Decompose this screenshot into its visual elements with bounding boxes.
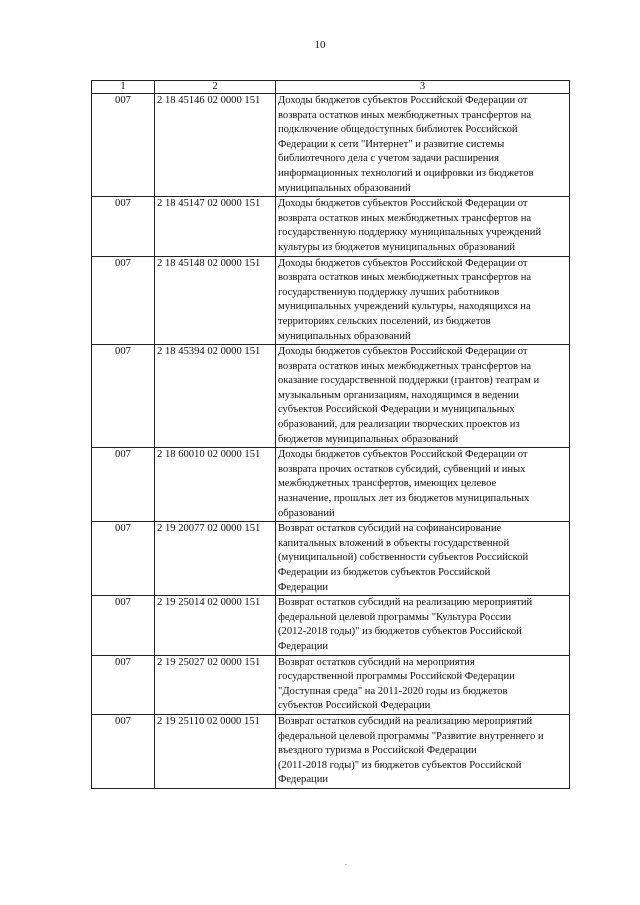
table-row <box>92 256 570 345</box>
description-line: Доходы бюджетов субъектов Российской Федерации от <box>278 257 528 269</box>
description-line: Возврат остатков субсидий на реализацию мероприятий <box>278 597 533 609</box>
admin-code-cell: 007 <box>92 256 155 345</box>
table-header-row <box>92 81 570 94</box>
description-line: культуры из бюджетов муниципальных образований <box>278 241 516 253</box>
admin-code-cell: 007 <box>92 345 155 448</box>
description-cell <box>276 596 570 655</box>
column-header-1: 1 <box>92 81 155 94</box>
description-line: возврата прочих остатков субсидий, субвенций и иных <box>278 463 526 475</box>
table-row <box>92 714 570 788</box>
description-line: Доходы бюджетов субъектов Российской Федерации от <box>278 346 528 358</box>
description-line: федеральной целевой программы "Развитие внутреннего и <box>278 730 544 742</box>
description-line: субъектов Российской Федерации и муниципальных <box>278 404 515 416</box>
description-line: возврата остатков иных межбюджетных трансфертов на <box>278 212 532 224</box>
classification-code-cell: 2 19 25110 02 0000 151 <box>155 714 276 788</box>
page-number: 10 <box>314 39 326 51</box>
classification-code-cell: 2 19 20077 02 0000 151 <box>155 522 276 596</box>
description-line: Возврат остатков субсидий на мероприятия <box>278 656 475 668</box>
description-line: государственную поддержку муниципальных учреждений <box>278 227 542 239</box>
description-line: муниципальных учреждений культуры, находящихся на <box>278 301 531 313</box>
table-row <box>92 655 570 714</box>
description-line: Доходы бюджетов субъектов Российской Федерации от <box>278 449 528 461</box>
description-line: (2011-2018 годы)" из бюджетов субъектов Российской <box>278 759 522 771</box>
description-cell <box>276 448 570 522</box>
description-line: музыкальным организациям, находящимся в ведении <box>278 389 519 401</box>
description-line: государственную поддержку лучших работников <box>278 286 500 298</box>
description-line: подключение общедоступных библиотек Российской <box>278 124 518 136</box>
admin-code-cell: 007 <box>92 448 155 522</box>
table-row <box>92 522 570 596</box>
description-cell <box>276 655 570 714</box>
description-line: образований <box>278 507 335 519</box>
description-line: возврата остатков иных межбюджетных трансфертов на <box>278 109 532 121</box>
classification-code-cell: 2 18 45394 02 0000 151 <box>155 345 276 448</box>
description-cell <box>276 197 570 256</box>
description-line: государственной программы Российской Федерации <box>278 671 515 683</box>
column-header-3: 3 <box>276 81 570 94</box>
description-line: бюджетов муниципальных образований <box>278 433 459 445</box>
table-row <box>92 345 570 448</box>
description-line: федеральной целевой программы "Культура России <box>278 611 512 623</box>
description-cell <box>276 256 570 345</box>
description-line: образований, для реализации творческих проектов из <box>278 419 520 431</box>
description-line: Возврат остатков субсидий на реализацию мероприятий <box>278 715 533 727</box>
description-line: информационных технологий и оцифровки из бюджетов <box>278 167 534 179</box>
description-cell <box>276 94 570 197</box>
description-line: оказание государственной поддержки (грантов) театрам и <box>278 375 540 387</box>
description-line: Доходы бюджетов субъектов Российской Федерации от <box>278 95 528 106</box>
description-line: Доходы бюджетов субъектов Российской Федерации от <box>278 198 528 210</box>
classification-code-cell: 2 18 45147 02 0000 151 <box>155 197 276 256</box>
classification-code-cell: 2 19 25014 02 0000 151 <box>155 596 276 655</box>
table-row <box>92 197 570 256</box>
description-line: Федерации <box>278 774 329 786</box>
description-line: назначение, прошлых лет из бюджетов муниципальных <box>278 493 530 505</box>
description-line: территориях сельских поселений, из бюджетов <box>278 315 491 327</box>
admin-code-cell: 007 <box>92 522 155 596</box>
admin-code-cell: 007 <box>92 596 155 655</box>
admin-code-cell: 007 <box>92 197 155 256</box>
description-line: Федерации к сети "Интернет" и развитие системы <box>278 138 505 150</box>
description-line: Возврат остатков субсидий на софинансирование <box>278 523 502 535</box>
description-line: муниципальных образований <box>278 182 411 194</box>
table-row <box>92 94 570 197</box>
description-cell <box>276 345 570 448</box>
description-line: муниципальных образований <box>278 330 411 342</box>
table-body <box>92 94 570 789</box>
table-row <box>92 448 570 522</box>
description-line: капитальных вложений в объекты государственной <box>278 537 510 549</box>
admin-code-cell: 007 <box>92 655 155 714</box>
budget-classification-table <box>91 80 570 789</box>
admin-code-cell: 007 <box>92 94 155 197</box>
description-line: межбюджетных трансфертов, имеющих целевое <box>278 478 497 490</box>
description-line: (2012-2018 годы)" из бюджетов субъектов Российской <box>278 626 522 638</box>
description-cell <box>276 522 570 596</box>
description-line: возврата остатков иных межбюджетных трансфертов на <box>278 272 532 284</box>
description-line: библиотечного дела с учетом задачи расширения <box>278 153 499 165</box>
description-line: Федерации <box>278 581 329 593</box>
column-header-2: 2 <box>155 81 276 94</box>
footer-mark: . <box>345 858 347 867</box>
description-cell <box>276 714 570 788</box>
table-row <box>92 596 570 655</box>
classification-code-cell: 2 18 45148 02 0000 151 <box>155 256 276 345</box>
description-line: (муниципальной) собственности субъектов Российской <box>278 552 529 564</box>
admin-code-cell: 007 <box>92 714 155 788</box>
description-line: Федерации из бюджетов субъектов Российской <box>278 567 491 578</box>
classification-code-cell: 2 18 45146 02 0000 151 <box>155 94 276 197</box>
description-line: "Доступная среда" на 2011-2020 годы из бюджетов <box>278 685 508 697</box>
classification-code-cell: 2 19 25027 02 0000 151 <box>155 655 276 714</box>
description-line: возврата остатков иных межбюджетных трансфертов на <box>278 360 532 372</box>
description-line: въездного туризма в Российской Федерации <box>278 745 477 757</box>
classification-code-cell: 2 18 60010 02 0000 151 <box>155 448 276 522</box>
description-line: субъектов Российской Федерации <box>278 700 431 712</box>
description-line: Федерации <box>278 640 329 652</box>
